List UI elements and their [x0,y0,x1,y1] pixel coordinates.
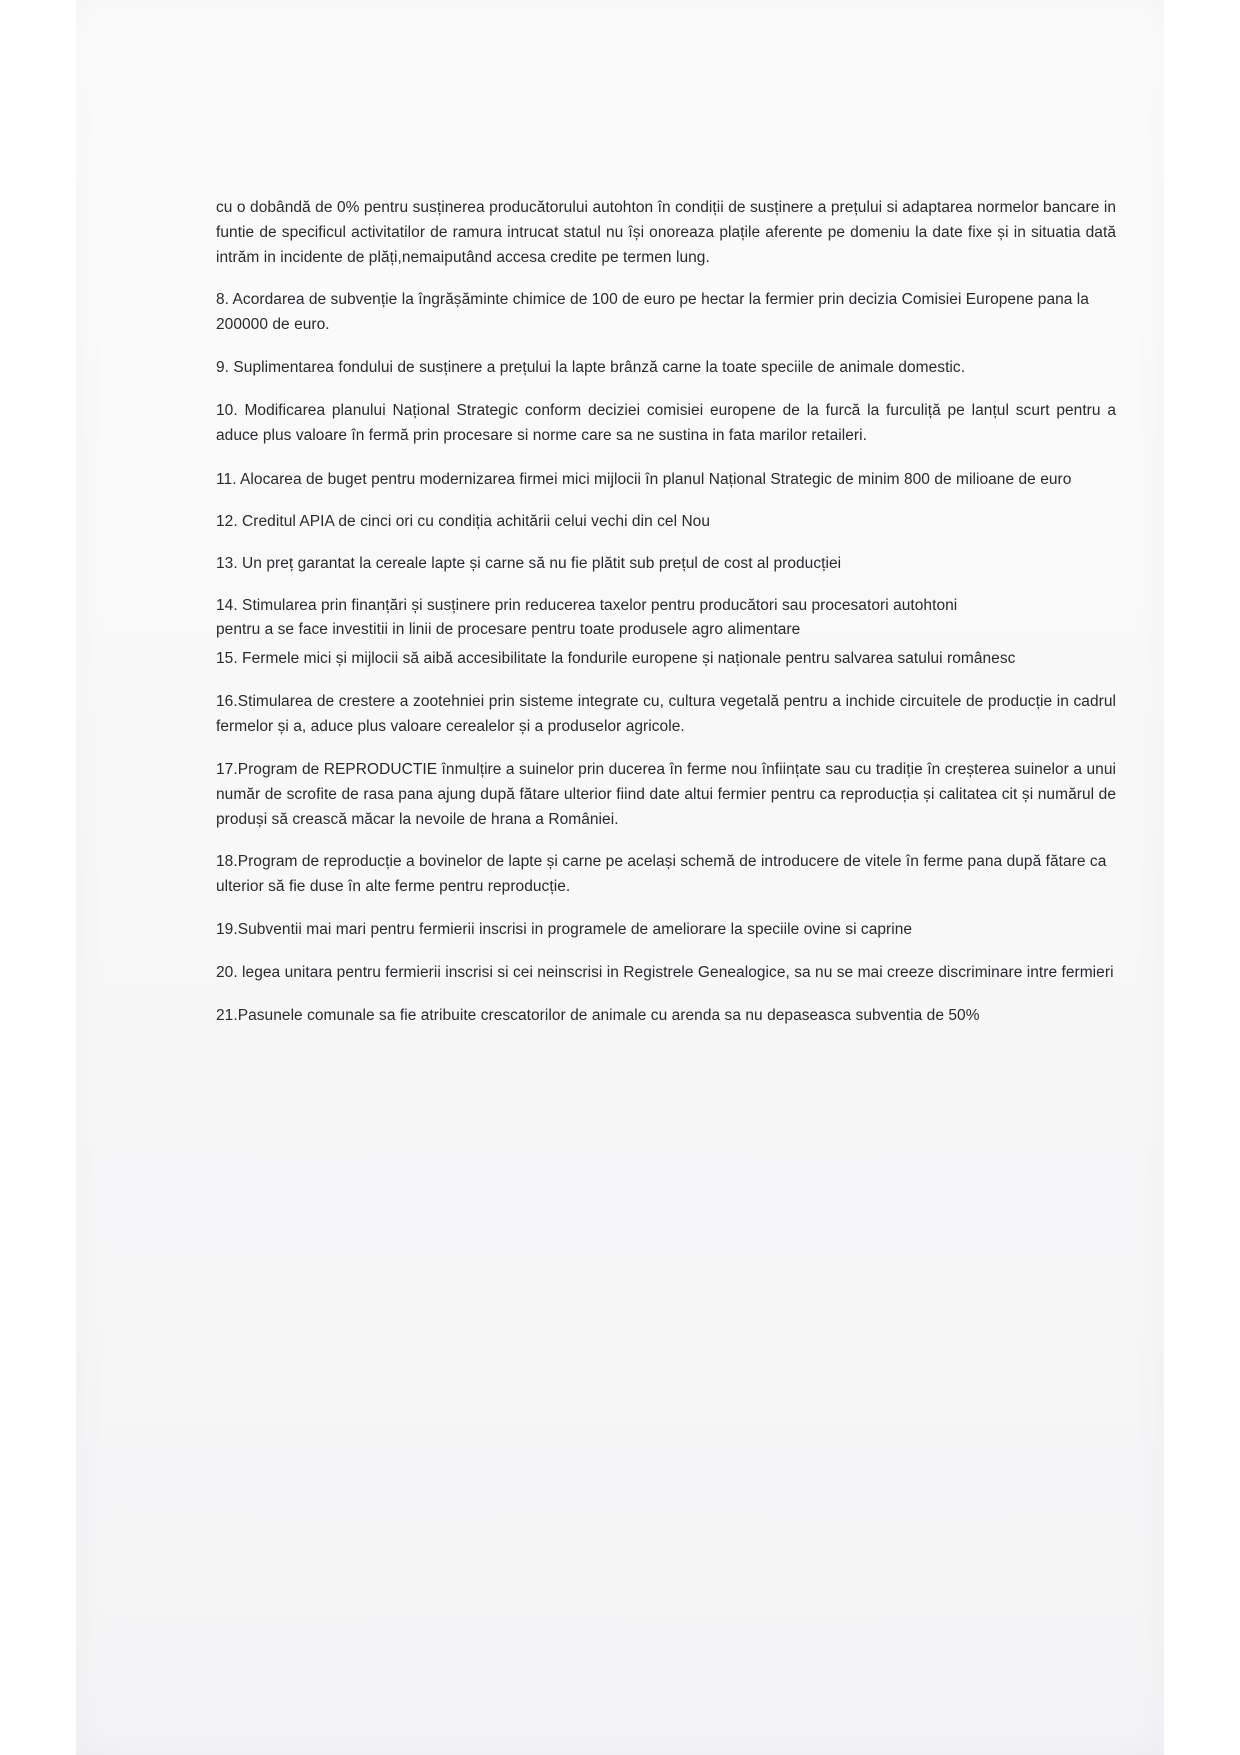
list-item-17: 17.Program de REPRODUCTIE înmulțire a suinelor prin ducerea în ferme nou înființate sau cu tradiție în creșterea suinelor a unui număr de scrofite de rasa pana ajung după fătare ulterior fiind date altui fermier pentru ca reproducția și calitatea cit și numărul de produși să crească măcar la nevoile de hrana a României. [216,761,1116,828]
list-item-21: 21.Pasunele comunale sa fie atribuite crescatorilor de animale cu arenda sa nu depaseasca subventia de 50% [216,1007,980,1024]
intro-paragraph: cu o dobândă de 0% pentru susținerea producătorului autohton în condiții de susținere a prețului si adaptarea normelor bancare in funtie de specificul activitatilor de ramura intrucat statul nu își onoreaza plațile aferente pe domeniu la date fixe și in situatia dată intrăm in incidente de plăți,nemaiputând accesa credite pe termen lung. [216,199,1116,266]
list-item-18: 18.Program de reproducție a bovinelor de lapte și carne pe același schemă de introducere de vitele în ferme pana după fătare ca ulterior să fie duse în alte ferme pentru reproducție. [216,853,1107,895]
list-item-9: 9. Suplimentarea fondului de susținere a prețului la lapte brânză carne la toate speciile de animale domestic. [216,359,966,376]
list-item-19: 19.Subventii mai mari pentru fermierii inscrisi in programele de ameliorare la speciile ovine si caprine [216,921,913,938]
list-item-16: 16.Stimularea de crestere a zootehniei prin sisteme integrate cu, cultura vegetală pentru a inchide circuitele de producție in cadrul fermelor și a, aduce plus valoare cerealelor și a produselor agricole. [216,693,1116,735]
list-item-20: 20. legea unitara pentru fermierii inscrisi si cei neinscrisi in Registrele Genealogice, sa nu se mai creeze discriminare intre fermieri [216,964,1114,981]
list-item-12: 12. Creditul APIA de cinci ori cu condiția achitării celui vechi din cel Nou [216,513,711,530]
list-item-15: 15. Fermele mici și mijlocii să aibă accesibilitate la fondurile europene și naționale pentru salvarea satului românesc [216,650,1016,667]
list-item-10: 10. Modificarea planului Național Strategic conform deciziei comisiei europene de la furcă la furculiță pe lanțul scurt pentru a aduce plus valoare în fermă prin procesare si norme care sa ne sustina in fata marilor retaileri. [216,402,1116,444]
document-body [216,195,1116,1028]
list-item-13: 13. Un preț garantat la cereale lapte și carne să nu fie plătit sub prețul de cost al producției [216,555,842,572]
document-page [76,0,1164,1755]
list-item-14: 14. Stimularea prin finanțări și susținere prin reducerea taxelor pentru producători sau procesatori autohtoni pentru a se face investitii in linii de procesare pentru toate produsele agro alimentare [216,597,958,638]
list-item-8: 8. Acordarea de subvenție la îngrășăminte chimice de 100 de euro pe hectar la fermier prin decizia Comisiei Europene pana la 200000 de euro. [216,291,1089,333]
list-item-11: 11. Alocarea de buget pentru modernizarea firmei mici mijlocii în planul Național Strategic de minim 800 de milioane de euro [216,471,1072,488]
